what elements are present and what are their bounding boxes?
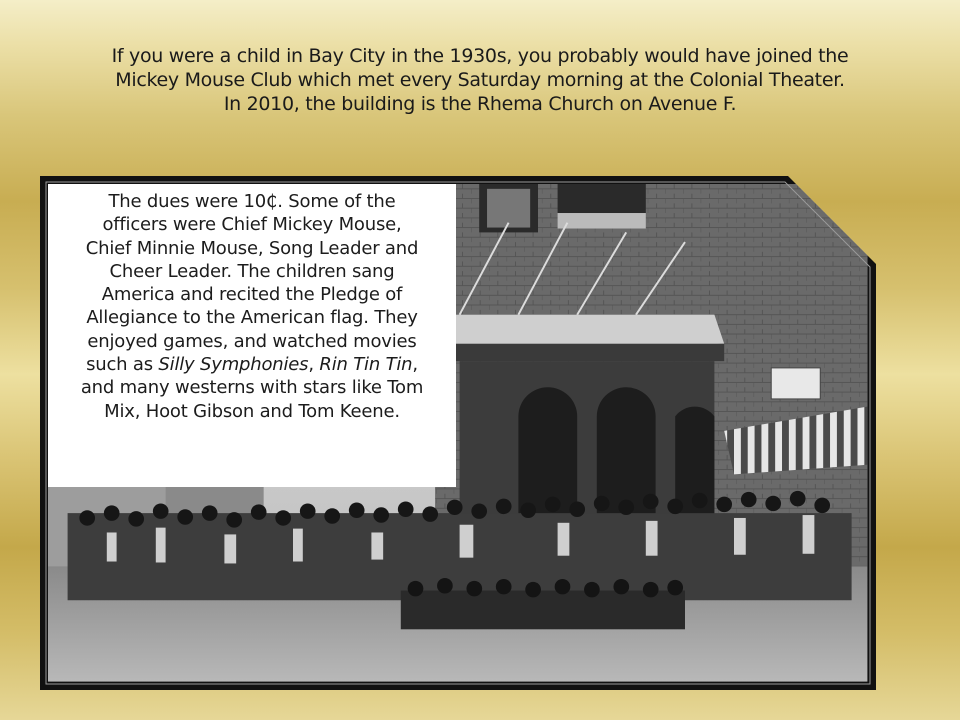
movie-title-rin-tin-tin: Rin Tin Tin [319, 354, 413, 376]
textbox-line: America and recited the Pledge of [101, 284, 403, 306]
textbox-line: Allegiance to the American flag. They [86, 307, 418, 329]
textbox-line: enjoyed games, and watched movies [87, 330, 417, 352]
textbox-line: officers were Chief Mickey Mouse, [102, 214, 402, 236]
text-fragment: , [308, 354, 320, 376]
textbox-line: Mix, Hoot Gibson and Tom Keene. [104, 400, 400, 422]
description-textbox [48, 184, 456, 487]
caption-line-1: If you were a child in Bay City in the 1930s, you probably would have joined the [111, 45, 849, 67]
textbox-line-movies [54, 353, 450, 376]
movie-title-silly-symphonies: Silly Symphonies [158, 354, 309, 376]
caption-line-2: Mickey Mouse Club which met every Saturday morning at the Colonial Theater. [115, 69, 845, 91]
textbox-line: Chief Minnie Mouse, Song Leader and [85, 237, 419, 259]
text-fragment: , [412, 354, 418, 376]
textbox-line: and many westerns with stars like Tom [80, 377, 424, 399]
textbox-line: The dues were 10₵. Some of the [108, 191, 396, 212]
slide-caption [40, 44, 920, 116]
textbox-line: Cheer Leader. The children sang [109, 260, 395, 282]
caption-line-3: In 2010, the building is the Rhema Church on Avenue F. [223, 93, 737, 115]
text-fragment: such as [86, 354, 159, 376]
